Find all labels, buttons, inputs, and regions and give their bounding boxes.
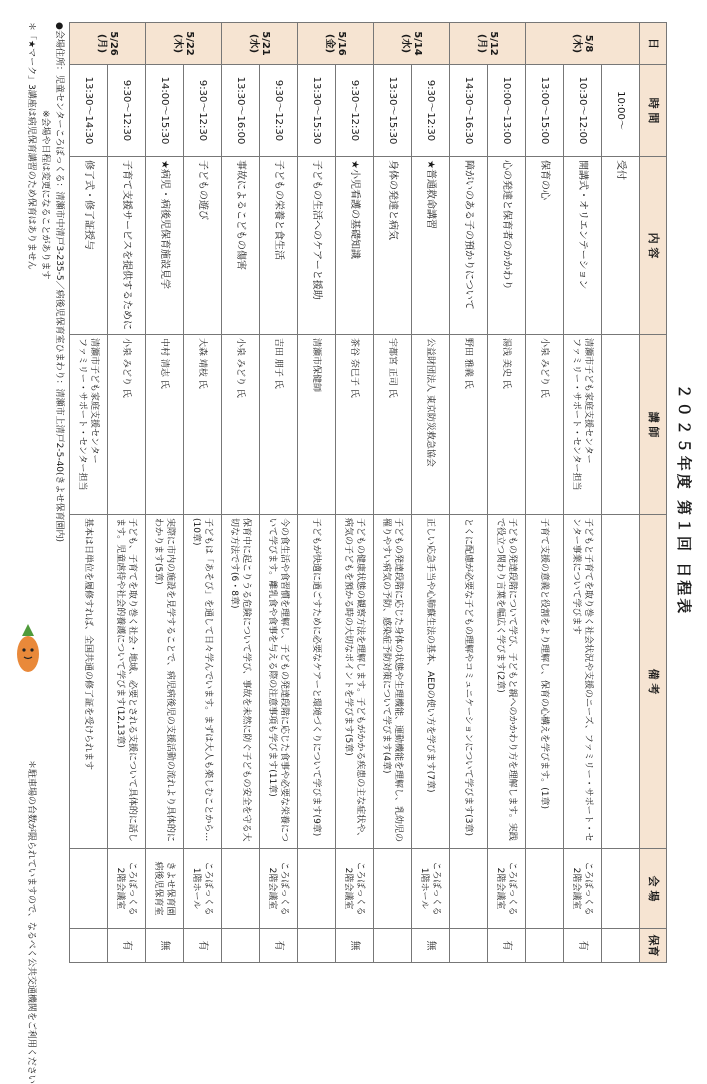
header-lecturer: 講 師 <box>640 335 667 515</box>
row-childcare <box>222 929 260 963</box>
row-content: 保育の心 <box>526 157 564 335</box>
row-content: 身体の発達と病気 <box>374 157 412 335</box>
row-remarks: 基本は日単位を履修すれば、全国共通の修了証を受けられます <box>70 515 108 849</box>
row-venue: ころぼっくる 2階会議室 <box>336 849 374 929</box>
row-content: ★普通救命講習 <box>412 157 450 335</box>
row-childcare <box>70 929 108 963</box>
row-lecturer: 野田 雅義 氏 <box>450 335 488 515</box>
row-childcare: 無 <box>336 929 374 963</box>
row-content: 子育て支援サービスを提供するために <box>108 157 146 335</box>
row-date: 5/22 (木) <box>146 23 222 65</box>
row-content: 子どもの栄養と食生活 <box>260 157 298 335</box>
row-childcare: 有 <box>564 929 602 963</box>
table-row <box>602 23 640 963</box>
row-lecturer: 清瀬市子ども家庭支援センター ファミリー・サポート・センター担当 <box>70 335 108 515</box>
row-content: 障がいのある子の預かりについて <box>450 157 488 335</box>
row-time: 14:00〜15:30 <box>146 65 184 157</box>
row-lecturer: 湯浅 美史 氏 <box>488 335 526 515</box>
row-venue: きよせ保育園 病後児保育室 <box>146 849 184 929</box>
row-time: 9:30〜12:30 <box>336 65 374 157</box>
row-venue <box>602 849 640 929</box>
table-row <box>298 23 336 963</box>
row-venue: ころぼっくる 1階ホール <box>412 849 450 929</box>
row-date: 5/8 (木) <box>526 23 640 65</box>
row-date: 5/26 (月) <box>70 23 146 65</box>
row-content: ★小児看護の基礎知識 <box>336 157 374 335</box>
row-venue <box>70 849 108 929</box>
star-mark-note: ＊「★マーク」3講座は病児保育講習のため保育はありません <box>26 22 36 270</box>
row-venue: ころぼっくる 2階会議室 <box>488 849 526 929</box>
row-childcare: 有 <box>488 929 526 963</box>
row-childcare <box>602 929 640 963</box>
row-remarks: 保育中に起こりうる危険について学び、事故を未然に防ぐ子どもの安全を守る大切な方法です(6・8章) <box>222 515 260 849</box>
row-content: 子どもの遊び <box>184 157 222 335</box>
row-lecturer: 小泉 みどり 氏 <box>222 335 260 515</box>
row-content: 事故によるこどもの傷害 <box>222 157 260 335</box>
row-childcare <box>298 929 336 963</box>
row-remarks: 子ども、子育てを取り巻く社会・地域、必要とされる支援について具体的に話します。児童虐待や社会的養護について学びます(12,13章) <box>108 515 146 849</box>
row-remarks: 正しい応急手当や心肺蘇生法の基本、AEDの使い方を学びます(7章) <box>412 515 450 849</box>
header-venue: 会 場 <box>640 849 667 929</box>
table-row <box>564 23 602 963</box>
row-childcare: 有 <box>184 929 222 963</box>
table-row <box>108 23 146 963</box>
page-title: ２０２５年度 第１回 日程表 <box>675 383 693 617</box>
row-content: 子どもの生活へのケアーと援助 <box>298 157 336 335</box>
header-content: 内 容 <box>640 157 667 335</box>
row-lecturer: 宇都宮 正司 氏 <box>374 335 412 515</box>
row-time: 13:30〜15:30 <box>298 65 336 157</box>
table-body <box>70 23 640 963</box>
row-venue <box>374 849 412 929</box>
row-content: 修了式・修了証授与 <box>70 157 108 335</box>
row-remarks: 子育て支援の意義と役割をより理解し、保育の心構えを学びます。(1章) <box>526 515 564 849</box>
table-row <box>336 23 374 963</box>
table-row <box>260 23 298 963</box>
row-time: 13:30〜16:00 <box>222 65 260 157</box>
row-content: 受付 <box>602 157 640 335</box>
row-lecturer: 中村 清志 氏 <box>146 335 184 515</box>
row-time: 10:30〜12:00 <box>564 65 602 157</box>
row-remarks: 子どもと子育てを取り巻く社会状況や支援のニーズ、ファミリー・サポート・センター事業について学びます <box>564 515 602 849</box>
row-venue: ころぼっくる 2階会議室 <box>108 849 146 929</box>
row-remarks: 子どもの健康状態の観察方法を理解します。子どもがかかる疾患の主な症状や、病気の子どもを預かる時の大切なポイントを学びます(5章) <box>336 515 374 849</box>
row-time: 13:30〜14:30 <box>70 65 108 157</box>
parking-note: ＊駐車場の台数が限られていますので、なるべく公共交通機関をご利用ください <box>26 760 36 1084</box>
table-row <box>488 23 526 963</box>
row-date: 5/16 (金) <box>298 23 374 65</box>
row-time: 9:30〜12:30 <box>184 65 222 157</box>
row-childcare <box>374 929 412 963</box>
row-time: 9:30〜12:30 <box>260 65 298 157</box>
row-venue <box>450 849 488 929</box>
row-venue: ころぼっくる 2階会議室 <box>564 849 602 929</box>
row-venue <box>222 849 260 929</box>
header-childcare: 保育 <box>640 929 667 963</box>
row-time: 10:00〜13:00 <box>488 65 526 157</box>
row-remarks: 今の食生活や食習慣を理解し、子どもの発達段階に応じた食事や必要な栄養について学びます。離乳食や食事を与える際の注意事項も学びます(11章) <box>260 515 298 849</box>
row-lecturer <box>602 335 640 515</box>
row-lecturer: 小泉 みどり 氏 <box>526 335 564 515</box>
row-childcare: 無 <box>412 929 450 963</box>
row-lecturer: 清瀬市子ども家庭支援センター ファミリー・サポート・センター担当 <box>564 335 602 515</box>
row-time: 13:30〜15:30 <box>374 65 412 157</box>
row-lecturer: 公益財団法人 東京防災救急協会 <box>412 335 450 515</box>
table-row <box>146 23 184 963</box>
row-remarks: 子どもの発達段階について学び、子どもと親へのかかわり方を理解します。実践で役立つ関わり言葉を幅広く学びます(2章) <box>488 515 526 849</box>
row-content: ★病児・病後児保育施設見学 <box>146 157 184 335</box>
schedule-table <box>69 22 667 963</box>
table-row <box>222 23 260 963</box>
row-date: 5/12 (月) <box>450 23 526 65</box>
carrot-character-icon <box>8 620 48 680</box>
row-remarks: 子どもの発達段階に応じた身体の状態や生理機能、運動機能を理解し、乳幼児の罹りやすい病気の予防、感染症予防対策について学びます(4章) <box>374 515 412 849</box>
row-venue <box>298 849 336 929</box>
header-time: 時 間 <box>640 65 667 157</box>
row-time: 9:30〜12:30 <box>412 65 450 157</box>
row-time: 10:00〜 <box>602 65 640 157</box>
row-date: 5/14 (水) <box>374 23 450 65</box>
row-lecturer: 茶谷 奈巳子 氏 <box>336 335 374 515</box>
row-time: 9:30〜12:30 <box>108 65 146 157</box>
row-time: 13:00〜15:00 <box>526 65 564 157</box>
table-row <box>184 23 222 963</box>
row-venue: ころぼっくる 1階ホール <box>184 849 222 929</box>
venue-address-note: ●会場住所：児童センターころぼっくる：清瀬市中清戸3-235-5／病後児保育室ひまわり：清瀬市上清戸2-5-40(きよせ保育園内) <box>54 22 64 543</box>
row-remarks: とくに配慮が必要な子どもの理解やコミュニケーションについて学びます(3章) <box>450 515 488 849</box>
row-remarks: 子どもが快適に過ごすために必要なケアーと環境づくりについて学びます(9章) <box>298 515 336 849</box>
row-remarks <box>602 515 640 849</box>
table-row <box>374 23 412 963</box>
row-venue: ころぼっくる 2階会議室 <box>260 849 298 929</box>
row-time: 14:30〜16:30 <box>450 65 488 157</box>
table-row <box>450 23 488 963</box>
table-row <box>526 23 564 963</box>
row-lecturer: 大森 靖枝 氏 <box>184 335 222 515</box>
row-lecturer: 小泉 みどり 氏 <box>108 335 146 515</box>
row-childcare: 無 <box>146 929 184 963</box>
row-lecturer: 清瀬市保健師 <box>298 335 336 515</box>
row-remarks: 子どもは「あそび」を通して日々学んでいます。まずは大人も楽しむことから…(10章) <box>184 515 222 849</box>
row-childcare: 有 <box>260 929 298 963</box>
row-childcare <box>450 929 488 963</box>
table-row <box>412 23 450 963</box>
row-lecturer: 吉田 朋子 氏 <box>260 335 298 515</box>
table-row <box>70 23 108 963</box>
row-content: 心の発達と保育者のかかわり <box>488 157 526 335</box>
change-note: ※会場や日程は変更になることがあります <box>40 110 50 280</box>
row-childcare <box>526 929 564 963</box>
header-remarks: 備 考 <box>640 515 667 849</box>
row-date: 5/21 (水) <box>222 23 298 65</box>
table-header-row <box>640 23 667 963</box>
header-date: 日 <box>640 23 667 65</box>
row-childcare: 有 <box>108 929 146 963</box>
row-venue <box>526 849 564 929</box>
row-content: 開講式・オリエンテーション <box>564 157 602 335</box>
row-remarks: 実際に市内の施設を見学することで、病児病後児の支援活動の流れより具体的にわかります(5章) <box>146 515 184 849</box>
